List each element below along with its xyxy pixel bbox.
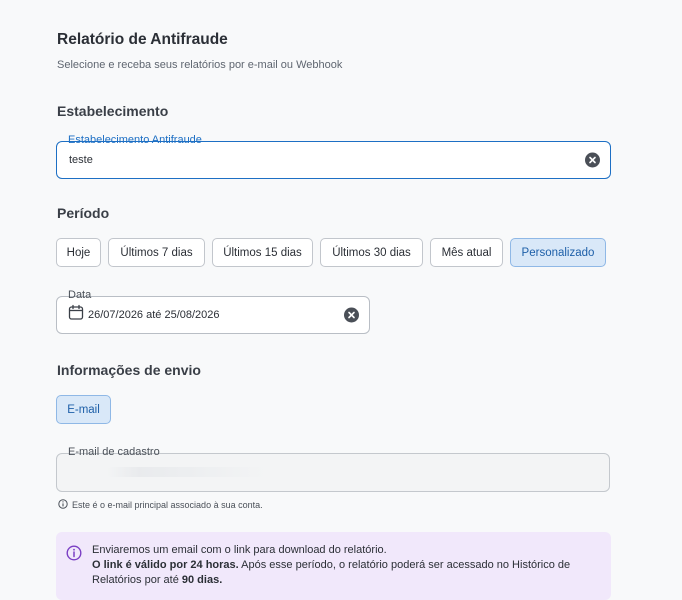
notice-bold-retention: 90 dias. bbox=[181, 574, 223, 586]
helper-info-icon bbox=[58, 499, 68, 511]
info-icon bbox=[66, 545, 82, 566]
period-option-15-days[interactable]: Últimos 15 dias bbox=[212, 238, 313, 267]
establishment-field-value: teste bbox=[69, 154, 93, 166]
page-title: Relatório de Antifraude bbox=[57, 31, 228, 48]
date-range-field[interactable] bbox=[56, 289, 370, 334]
registered-email-field bbox=[56, 446, 610, 492]
clear-establishment-icon[interactable] bbox=[585, 153, 600, 168]
period-heading: Período bbox=[57, 205, 110, 221]
period-option-current-month[interactable]: Mês atual bbox=[430, 238, 503, 267]
notice-box bbox=[56, 532, 611, 600]
notice-text bbox=[92, 543, 604, 588]
notice-line-2: Após esse período, o relatório poderá ser acessado no Histórico de Relatórios por até bbox=[92, 559, 571, 586]
period-option-7-days[interactable]: Últimos 7 dias bbox=[108, 238, 205, 267]
notice-bold-validity: O link é válido por 24 horas. bbox=[92, 559, 239, 571]
page-subtitle: Selecione e receba seus relatórios por e-mail ou Webhook bbox=[57, 59, 343, 71]
notice-line-1: Enviaremos um email com o link para download do relatório. bbox=[92, 544, 387, 556]
calendar-icon bbox=[68, 305, 84, 326]
date-field-label: Data bbox=[65, 288, 94, 302]
establishment-field-label: Estabelecimento Antifraude bbox=[65, 133, 205, 147]
period-option-hoje[interactable]: Hoje bbox=[56, 238, 101, 267]
clear-date-icon[interactable] bbox=[344, 308, 359, 323]
email-redacted-value bbox=[107, 467, 267, 477]
delivery-method-email[interactable]: E-mail bbox=[56, 395, 111, 424]
email-field-label: E-mail de cadastro bbox=[65, 445, 163, 459]
helper-text: Este é o e-mail principal associado à sua conta. bbox=[72, 500, 263, 510]
establishment-heading: Estabelecimento bbox=[57, 103, 169, 119]
period-option-custom[interactable]: Personalizado bbox=[510, 238, 606, 267]
date-range-value: 26/07/2026 até 25/08/2026 bbox=[88, 309, 220, 321]
email-helper bbox=[58, 499, 263, 511]
delivery-heading: Informações de envio bbox=[57, 362, 201, 378]
period-option-30-days[interactable]: Últimos 30 dias bbox=[320, 238, 423, 267]
establishment-field[interactable] bbox=[56, 134, 611, 179]
